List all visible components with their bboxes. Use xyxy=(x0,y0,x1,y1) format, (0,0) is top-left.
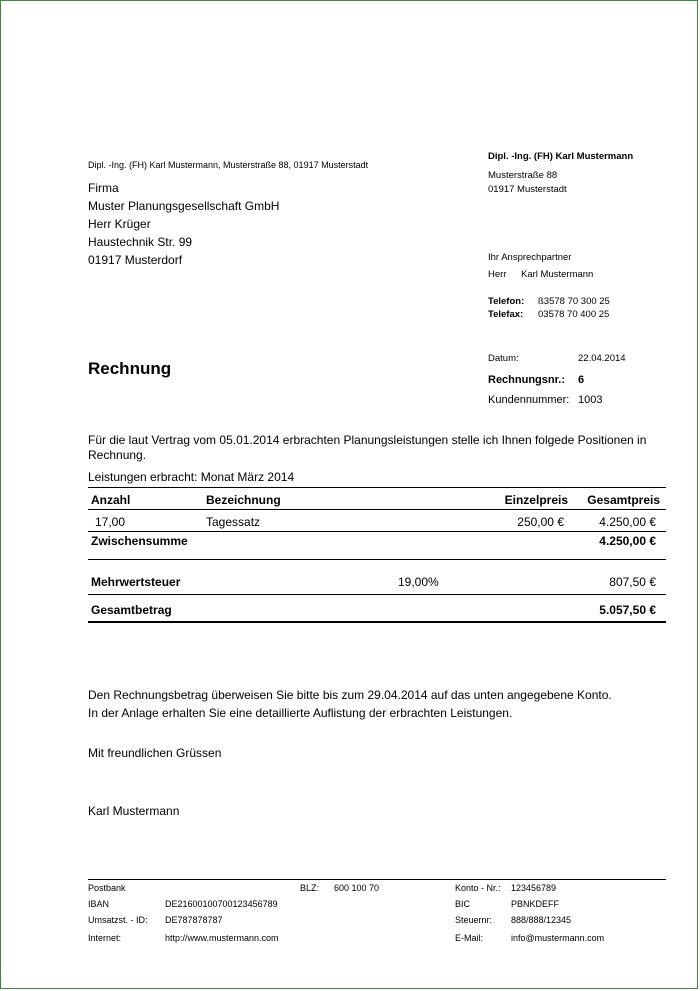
row-desc: Tagessatz xyxy=(206,515,261,529)
footer-website-link[interactable]: http://www.mustermann.com xyxy=(165,933,279,943)
row-total-price: 4.250,00 € xyxy=(599,515,656,529)
document-title: Rechnung xyxy=(88,359,172,378)
customer-number-label: Kundennummer: xyxy=(488,394,570,406)
sender-line: Dipl. -Ing. (FH) Karl Mustermann, Musterstraße 88, 01917 Musterstadt xyxy=(88,160,369,170)
footer-konto-label: Konto - Nr.: xyxy=(455,883,501,893)
company-name: Dipl. -Ing. (FH) Karl Mustermann xyxy=(488,151,634,162)
recipient-line: 01917 Musterdorf xyxy=(88,253,183,267)
vat-amount: 807,50 € xyxy=(609,575,656,589)
intro-text: Für die laut Vertrag vom 05.01.2014 erbrachten Planungsleistungen stelle ich Ihnen folgede Positionen in Rechnung. xyxy=(88,433,647,462)
footer-steuer-label: Steuernr: xyxy=(455,915,493,925)
footer-steuer: 888/888/12345 xyxy=(511,915,572,925)
signature-name: Karl Mustermann xyxy=(88,804,180,818)
contact-name: Karl Mustermann xyxy=(521,269,594,280)
services-period: Leistungen erbracht: Monat März 2014 xyxy=(88,470,295,484)
recipient-line: Haustechnik Str. 99 xyxy=(88,235,193,249)
header-total-price: Gesamtpreis xyxy=(587,493,660,507)
recipient-line: Herr Krüger xyxy=(88,217,151,231)
row-qty: 17,00 xyxy=(95,515,126,529)
header-qty: Anzahl xyxy=(91,493,131,507)
footer-iban: DE21600100700123456789 xyxy=(165,899,278,909)
grand-total-value: 5.057,50 € xyxy=(599,603,656,617)
footer-bic: PBNKDEFF xyxy=(511,899,560,909)
footer-email-link[interactable]: info@mustermann.com xyxy=(511,933,605,943)
footer-bank: Postbank xyxy=(88,883,126,893)
invoice-number: 6 xyxy=(578,374,585,386)
grand-total-rule xyxy=(88,621,666,623)
subtotal-value: 4.250,00 € xyxy=(599,534,656,548)
footer-blz-label: BLZ: xyxy=(300,883,320,893)
date-value: 22.04.2014 xyxy=(578,353,626,364)
invoice-number-label: Rechnungsnr.: xyxy=(488,374,566,386)
company-street: Musterstraße 88 xyxy=(488,170,558,181)
company-city: 01917 Musterstadt xyxy=(488,184,567,195)
payment-instruction: Den Rechnungsbetrag überweisen Sie bitte bis zum 29.04.2014 auf das unten angegebene Konto. xyxy=(88,688,612,702)
fax-value: 03578 70 400 25 xyxy=(538,309,610,320)
vat-rule xyxy=(88,594,666,595)
row-unit-price: 250,00 € xyxy=(517,515,564,529)
fax-label: Telefax: xyxy=(488,309,524,320)
footer-ust-label: Umsatzst. - ID: xyxy=(88,915,148,925)
footer-konto: 123456789 xyxy=(511,883,557,893)
footer-bic-label: BIC xyxy=(455,899,471,909)
subtotal-rule xyxy=(88,559,666,560)
subtotal-label: Zwischensumme xyxy=(91,534,188,548)
header-unit-price: Einzelpreis xyxy=(504,493,568,507)
footer-iban-label: IBAN xyxy=(88,899,110,909)
header-desc: Bezeichnung xyxy=(206,493,281,507)
date-label: Datum: xyxy=(488,353,519,364)
phone-label: Telefon: xyxy=(488,296,525,307)
vat-rate: 19,00% xyxy=(398,575,439,589)
phone-value: ß3578 70 300 25 xyxy=(538,296,610,307)
footer-blz: 600 100 70 xyxy=(334,883,380,893)
row-rule xyxy=(88,531,666,532)
contact-salutation: Herr xyxy=(488,269,507,280)
contact-label: Ihr Ansprechpartner xyxy=(488,252,572,263)
table-top-rule xyxy=(88,487,666,488)
footer-bank-details xyxy=(88,879,666,943)
footer-email-label: E-Mail: xyxy=(455,933,484,943)
closing-greeting: Mit freundlichen Grüssen xyxy=(88,746,222,760)
vat-label: Mehrwertsteuer xyxy=(91,575,181,589)
recipient-line: Firma xyxy=(88,181,119,195)
footer-ust: DE787878787 xyxy=(165,915,223,925)
attachment-note: In der Anlage erhalten Sie eine detaillierte Auflistung der erbrachten Leistungen. xyxy=(88,706,513,720)
recipient-line: Muster Planungsgesellschaft GmbH xyxy=(88,199,280,213)
recipient-address xyxy=(88,179,279,269)
footer-internet-label: Internet: xyxy=(88,933,122,943)
customer-number: 1003 xyxy=(578,394,603,406)
grand-total-label: Gesamtbetrag xyxy=(91,603,172,617)
header-rule xyxy=(88,509,666,510)
